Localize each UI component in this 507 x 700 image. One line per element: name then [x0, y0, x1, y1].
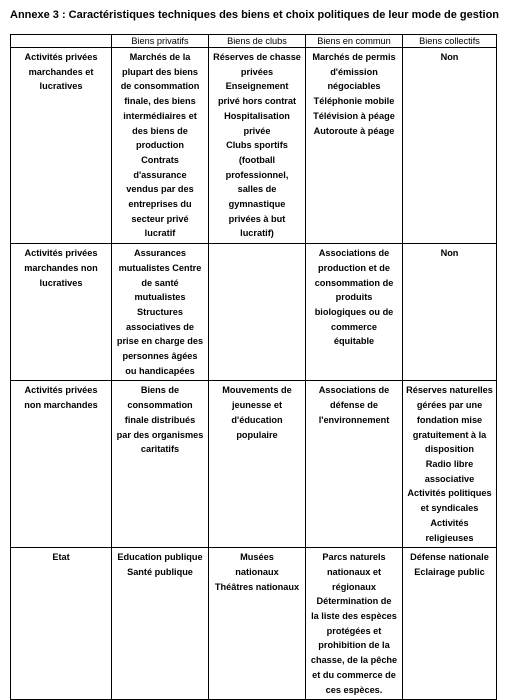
cell-text-line: Mouvements de	[222, 385, 292, 396]
biens-collectifs-cell	[403, 548, 497, 700]
biens-privatifs-cell	[112, 381, 209, 548]
cell-text-line: privées à but	[228, 213, 286, 224]
cell-text-line: ou handicapées	[125, 365, 195, 376]
table-row	[11, 548, 497, 700]
cell-text-line: Réserves naturelles	[406, 385, 493, 396]
cell-text-line: lucratif	[144, 228, 176, 239]
cell-text-line: privée	[243, 125, 271, 136]
cell-text-line: Activités privées	[24, 248, 98, 259]
cell-text-line: salles de	[237, 184, 277, 195]
cell-text-line: finale distribués	[124, 414, 196, 425]
cell-text-line: privées	[240, 66, 274, 77]
cell-text-line: de consommation	[120, 81, 200, 92]
cell-text-line: produits	[335, 292, 373, 303]
cell-text-line: biologiques ou de	[314, 306, 394, 317]
cell-text-line: équitable	[333, 336, 375, 347]
biens-privatifs-cell	[112, 48, 209, 244]
cell-text-line: Enseignement	[225, 81, 289, 92]
cell-text-line: Hospitalisation	[224, 110, 290, 121]
cell-text-line: Education publique	[117, 552, 203, 563]
table-header-row	[11, 35, 497, 48]
biens-en-commun-cell	[306, 381, 403, 548]
cell-text-line: chasse, de la pêche	[310, 655, 398, 666]
cell-text-line: nationaux et	[326, 566, 382, 577]
cell-text-line: non marchandes	[24, 400, 98, 411]
biens-de-clubs-cell	[209, 244, 306, 381]
cell-text-line: production et de	[318, 262, 390, 273]
cell-text-line: Activités privées	[24, 385, 98, 396]
cell-text-line: professionnel,	[225, 169, 289, 180]
cell-text-line: Activités	[430, 517, 469, 528]
cell-text-line: Activités privées	[24, 52, 98, 62]
cell-text-line: régionaux	[332, 581, 376, 592]
cell-text-line: prohibition de la	[318, 640, 390, 651]
cell-text-line: vendus par des	[126, 184, 194, 195]
cell-text-line: Structures	[137, 306, 183, 317]
biens-collectifs-cell	[403, 244, 497, 381]
biens-privatifs-cell	[112, 548, 209, 700]
cell-text-line: lucratives	[39, 277, 83, 288]
cell-text-line: caritatifs	[140, 444, 180, 455]
cell-text-line: mutualistes	[134, 292, 186, 303]
cell-text-line: de santé	[141, 277, 179, 288]
cell-text-line: disposition	[425, 444, 474, 455]
biens-en-commun-cell	[306, 244, 403, 381]
cell-text-line: Contrats	[141, 154, 179, 165]
biens-privatifs-cell	[112, 244, 209, 381]
biens-en-commun-cell	[306, 548, 403, 700]
cell-text-line: Autoroute à péage	[313, 125, 395, 136]
cell-text-line: Défense nationale	[410, 552, 489, 563]
row-label-cell	[11, 548, 112, 700]
cell-text-line: Eclairage public	[414, 566, 485, 577]
cell-text-line: négociables	[327, 81, 381, 92]
cell-text-line: et du commerce de	[312, 669, 396, 680]
table-row	[11, 381, 497, 548]
cell-text-line: (football	[238, 154, 276, 165]
cell-text-line: marchandes et	[28, 66, 94, 77]
cell-text-line: gymnastique	[228, 199, 286, 210]
cell-text-line: Marchés de la	[129, 52, 191, 62]
cell-text-line: commerce	[331, 321, 377, 332]
cell-text-line: Non	[440, 248, 459, 259]
cell-text-line: secteur privé	[131, 213, 189, 224]
cell-text-line: Clubs sportifs	[226, 140, 288, 151]
cell-text-line: gratuitement à la	[412, 429, 487, 440]
cell-text-line: Associations de	[318, 385, 390, 396]
goods-table	[10, 34, 497, 700]
row-label-cell	[11, 244, 112, 381]
cell-text-line: mutualistes Centre	[118, 262, 202, 273]
biens-collectifs-cell	[403, 381, 497, 548]
header-biens-privatifs: Biens privatifs	[112, 35, 209, 48]
cell-text-line: Téléphonie mobile	[313, 96, 395, 107]
cell-text-line: Assurances	[133, 248, 187, 259]
header-biens-de-clubs: Biens de clubs	[209, 35, 306, 48]
cell-text-line: et syndicales	[420, 503, 479, 514]
page-title: Annexe 3 : Caractéristiques techniques des biens et choix politiques de leur mode de gestion	[10, 9, 500, 21]
cell-text-line: lucratives	[39, 81, 83, 92]
cell-text-line: Associations de	[318, 248, 390, 259]
row-label-cell	[11, 48, 112, 244]
cell-text-line: populaire	[236, 429, 278, 440]
cell-text-line: religieuses	[425, 532, 474, 543]
cell-text-line: jeunesse et	[231, 400, 283, 411]
header-biens-en-commun: Biens en commun	[306, 35, 403, 48]
table-row	[11, 48, 497, 244]
cell-text-line: la liste des espèces	[311, 611, 397, 622]
table-row	[11, 244, 497, 381]
cell-text-line: Etat	[52, 552, 70, 563]
cell-text-line: intermédiaires et	[123, 110, 197, 121]
cell-text-line: Santé publique	[127, 566, 193, 577]
cell-text-line: production	[136, 140, 184, 151]
cell-text-line: Radio libre	[425, 458, 474, 469]
cell-text-line: Télévision à péage	[313, 110, 395, 121]
cell-text-line: gérées par une	[416, 400, 483, 411]
cell-text-line: des biens de	[132, 125, 188, 136]
biens-de-clubs-cell	[209, 381, 306, 548]
cell-text-line: consommation de	[314, 277, 394, 288]
cell-text-line: nationaux	[235, 566, 279, 577]
cell-text-line: d'émission	[330, 66, 378, 77]
biens-en-commun-cell	[306, 48, 403, 244]
header-cell-empty	[11, 35, 112, 48]
cell-text-line: lucratif)	[240, 228, 274, 239]
cell-text-line: d'éducation	[231, 414, 283, 425]
cell-text-line: fondation mise	[416, 414, 483, 425]
cell-text-line: privé hors contrat	[217, 96, 297, 107]
cell-text-line: associatives de	[126, 321, 194, 332]
cell-text-line: entreprises du	[128, 199, 192, 210]
cell-text-line: ces espèces.	[325, 684, 383, 695]
cell-text-line: l'environnement	[318, 414, 390, 425]
cell-text-line: d'assurance	[133, 169, 187, 180]
biens-collectifs-cell	[403, 48, 497, 244]
cell-text-line: prise en charge des	[116, 336, 204, 347]
cell-text-line: Parcs naturels	[322, 552, 386, 563]
cell-text-line: défense de	[330, 400, 378, 411]
cell-text-line: Marchés de permis	[312, 52, 396, 62]
cell-text-line: Activités politiques	[407, 488, 492, 499]
cell-text-line: finale, des biens	[124, 96, 196, 107]
cell-text-line: Non	[440, 52, 459, 62]
cell-text-line: Réserves de chasse	[213, 52, 301, 62]
cell-text-line: consommation	[127, 400, 193, 411]
cell-text-line: Détermination de	[316, 596, 392, 607]
header-biens-collectifs: Biens collectifs	[403, 35, 497, 48]
cell-text-line: par des organismes	[116, 429, 204, 440]
cell-text-line: protégées et	[326, 625, 382, 636]
biens-de-clubs-cell	[209, 548, 306, 700]
cell-text-line: associative	[424, 473, 475, 484]
cell-text-line: Biens de	[140, 385, 180, 396]
cell-text-line: Musées	[240, 552, 274, 563]
cell-text-line: personnes âgées	[122, 351, 198, 362]
row-label-cell	[11, 381, 112, 548]
cell-text-line: Théâtres nationaux	[214, 581, 300, 592]
cell-text-line: marchandes non	[24, 262, 98, 273]
cell-text-line: plupart des biens	[121, 66, 199, 77]
biens-de-clubs-cell	[209, 48, 306, 244]
